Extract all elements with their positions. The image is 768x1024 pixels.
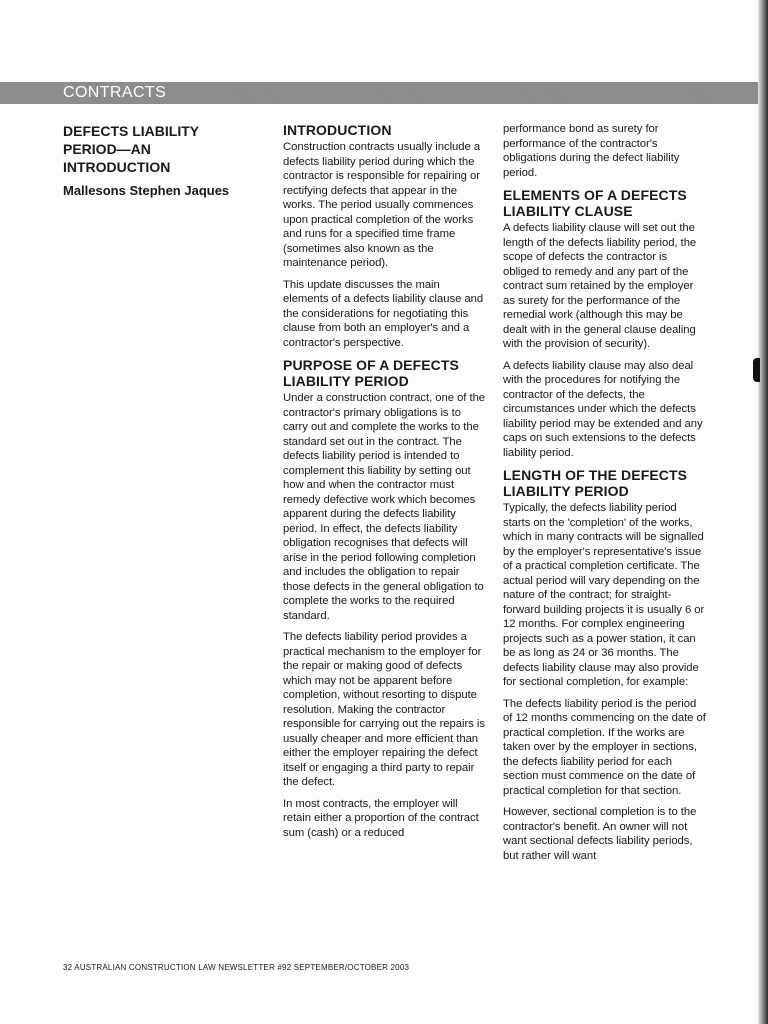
heading-introduction: INTRODUCTION xyxy=(283,122,392,138)
section-label: CONTRACTS xyxy=(63,84,167,101)
paragraph: The defects liability period is the period of 12 months commencing on the date of practical completion. If the works are taken over by the employer in sections, the defects liability period for each section must commence on the date of practical completion for that section. xyxy=(503,697,706,797)
paragraph: This update discusses the main elements of a defects liability clause and the considerations for negotiating this clause from both an employer's and a contractor's perspective. xyxy=(283,278,484,349)
heading-length: LENGTH OF THE DEFECTS LIABILITY PERIOD xyxy=(503,467,688,499)
paragraph: The defects liability period provides a practical mechanism to the employer for the repair or making good of defects which may not be apparent before completion, without resorting to dispute resolution. Making the contractor responsible for carrying out the repairs is usually cheaper and more efficient than either the employer repairing the defect itself or engaging a third party to repair the defect. xyxy=(283,631,485,788)
paragraph: However, sectional completion is to the contractor's benefit. An owner will not want sectional defects liability periods, but rather will want xyxy=(503,806,697,862)
article-title-line: DEFECTS LIABILITY xyxy=(63,123,200,139)
title-column xyxy=(63,122,253,199)
paragraph: In most contracts, the employer will retain either a proportion of the contract sum (cash) or a reduced xyxy=(283,797,479,839)
scan-binding-mark xyxy=(753,358,760,382)
paragraph: Typically, the defects liability period starts on the 'completion' of the works, which in many contracts will be signalled by the employer's representative's issue of a practical completion certificate. The actual period will vary depending on the nature of the contract; for straight-forward building projects it is usually 6 or 12 months. For complex engineering projects such as a power station, it can be as long as 24 or 36 months. The defects liability clause may also provide for sectional completion, for example: xyxy=(503,502,705,688)
article-title xyxy=(63,122,253,176)
body-column-1 xyxy=(283,122,486,847)
article-author: Mallesons Stephen Jaques xyxy=(63,183,230,198)
scan-edge xyxy=(758,0,768,1024)
section-banner xyxy=(0,82,758,104)
paragraph: performance bond as surety for performance of the contractor's obligations during the defect liability period. xyxy=(503,123,680,179)
heading-purpose: PURPOSE OF A DEFECTS LIABILITY PERIOD xyxy=(283,357,459,389)
heading-elements: ELEMENTS OF A DEFECTS LIABILITY CLAUSE xyxy=(503,187,687,219)
article-title-line: INTRODUCTION xyxy=(63,159,171,175)
page-footer: 32 AUSTRALIAN CONSTRUCTION LAW NEWSLETTER #92 SEPTEMBER/OCTOBER 2003 xyxy=(63,963,410,972)
body-column-2 xyxy=(503,122,706,870)
article-title-line: PERIOD—AN xyxy=(63,141,151,157)
paragraph: A defects liability clause may also deal with the procedures for notifying the contractor of the defects, the circumstances under which the defects liability period may be extended and any caps on such extensions to the defects liability period. xyxy=(503,359,703,459)
paragraph: Construction contracts usually include a defects liability period during which the contractor is responsible for repairing or rectifying defects that appear in the works. The period usually commences upon practical completion of the works and runs for a specified time frame (sometimes also known as the maintenance period). xyxy=(283,141,481,269)
paragraph: Under a construction contract, one of the contractor's primary obligations is to carry out and complete the works to the standard set out in the contract. The defects liability period is intended to complement this liability by setting out how and when the contractor must remedy defective work which becomes apparent during the defects liability period. In effect, the defects liability obligation recognises that defects will arise in the period following completion and includes the obligation to repair those defects in the general obligation to complete the works to the required standard. xyxy=(283,392,486,622)
paragraph: A defects liability clause will set out the length of the defects liability period, the scope of defects the contractor is obliged to remedy and any part of the contract sum retained by the employer as surety for the performance of the remedial work (although this may be dealt with in the general clause dealing with the provision of security). xyxy=(503,222,697,350)
